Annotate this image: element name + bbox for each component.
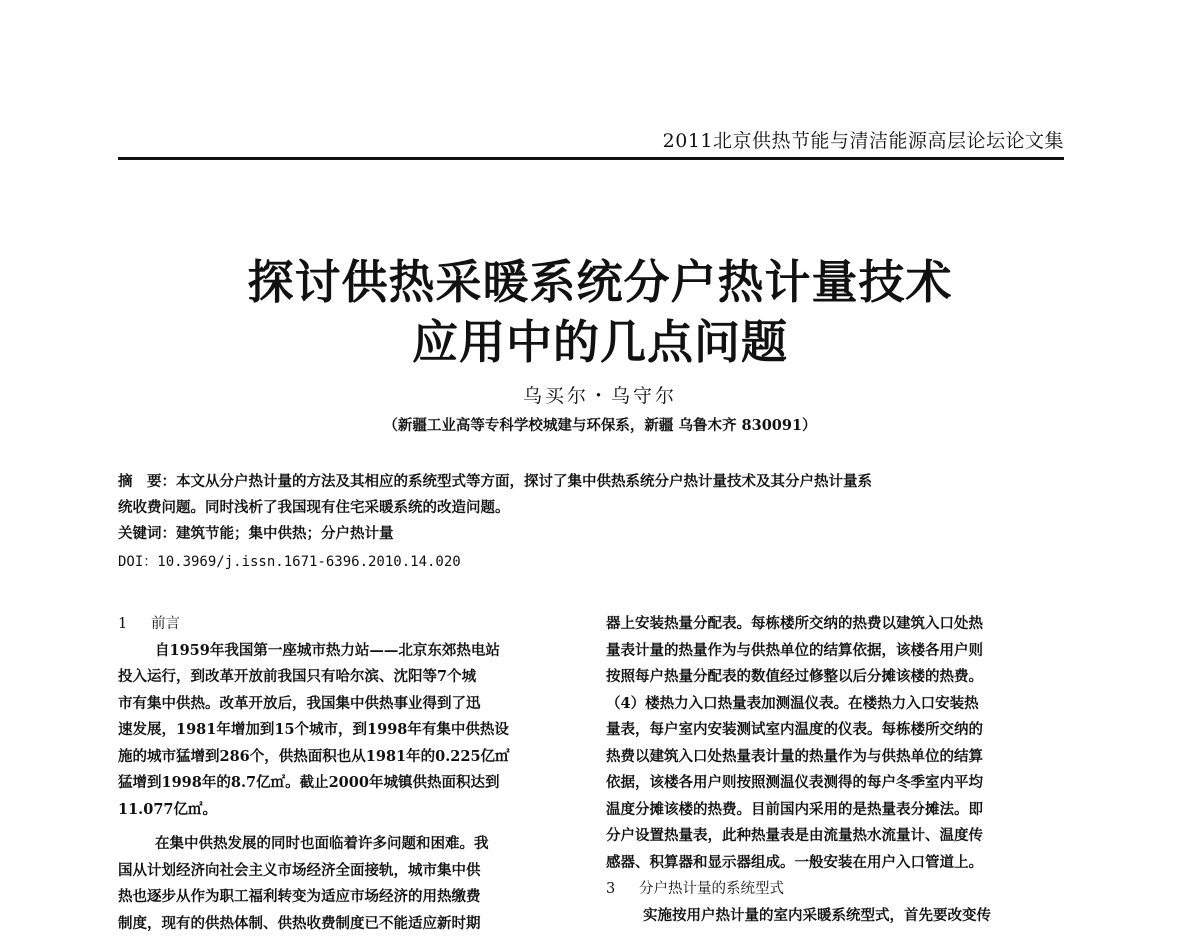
right-column: [606, 611, 1068, 929]
body-line: 量表，每户室内安装测试室内温度的仪表。每栋楼所交纳的: [606, 721, 983, 738]
body-line: 感器、积算器和显示器组成。一般安装在用户入口管道上。: [606, 853, 983, 871]
body-line: 投入运行，到改革开放前我国只有哈尔滨、沈阳等7个城: [118, 668, 477, 685]
left-column: [118, 611, 580, 937]
body-line: 施的城市猛增到286个，供热面积也从1981年的0.225亿㎡: [118, 747, 510, 765]
body-line: 依据，该楼各用户则按照测温仪表测得的每户冬季室内平均: [606, 774, 983, 791]
body-line: 制度，现有的供热体制、供热收费制度已不能适应新时期: [118, 914, 481, 932]
section-number: 3: [606, 881, 616, 897]
body-line: 热费以建筑入口处热量表计量的热量作为与供热单位的结算: [606, 747, 983, 765]
proceedings-header-title: 2011北京供热节能与清洁能源高层论坛论文集: [662, 130, 1064, 152]
section-heading: [118, 611, 580, 638]
body-line: 温度分摊该楼的热费。目前国内采用的是热量表分摊法。即: [606, 800, 983, 818]
body-line: 速发展，1981年增加到15个城市，到1998年有集中供热设: [118, 721, 509, 738]
abstract-line-1: 摘 要：本文从分户热计量的方法及其相应的系统型式等方面，探讨了集中供热系统分户热计量技术及其分户热计量系: [118, 473, 872, 490]
abstract-line-2: 统收费问题。同时浅析了我国现有住宅采暖系统的改造问题。: [118, 499, 510, 516]
paragraph-gap: [118, 823, 580, 831]
body-line: 分户设置热量表，此种热量表是由流量热水流量计、温度传: [606, 827, 983, 844]
body-line: 按照每户热量分配表的数值经过修整以后分摊该楼的热费。: [606, 668, 983, 685]
body-line: 11.077亿㎡。: [118, 800, 217, 818]
author-name: 乌买尔・乌守尔: [522, 385, 677, 407]
body-line: 器上安装热量分配表。每栋楼所交纳的热费以建筑入口处热: [606, 615, 983, 632]
section-heading: [606, 876, 1068, 903]
keywords: 关键词：建筑节能；集中供热；分户热计量: [118, 525, 394, 542]
author-affiliation: （新疆工业高等专科学校城建与环保系，新疆 乌鲁木齐 830091）: [383, 417, 817, 434]
section-title: 前言: [151, 616, 180, 632]
body-line: 自1959年我国第一座城市热力站——北京东郊热电站: [155, 641, 500, 659]
paper-title-line-2: 应用中的几点问题: [412, 315, 788, 369]
body-line: 量表计量的热量作为与供热单位的结算依据，该楼各用户则: [606, 641, 983, 659]
body-line: （4）楼热力入口热量表加测温仪表。在楼热力入口安装热: [606, 694, 979, 712]
body-line: 热也逐步从作为职工福利转变为适应市场经济的用热缴费: [118, 888, 481, 905]
paper-title-line-1: 探讨供热采暖系统分户热计量技术: [247, 255, 953, 309]
body-line: 市有集中供热。改革开放后，我国集中供热事业得到了迅: [118, 694, 481, 712]
body-line: 在集中供热发展的同时也面临着许多问题和困难。我: [155, 835, 489, 852]
body-line: 国从计划经济向社会主义市场经济全面接轨，城市集中供: [118, 861, 481, 879]
section-number: 1: [118, 616, 128, 632]
header-rule: [118, 157, 1064, 160]
section-title: 分户热计量的系统型式: [639, 881, 784, 897]
body-line: 实施按用户热计量的室内采暖系统型式，首先要改变传: [643, 906, 991, 924]
doi: DOI：10.3969/j.issn.1671-6396.2010.14.020: [118, 554, 461, 570]
body-line: 猛增到1998年的8.7亿㎡。截止2000年城镇供热面积达到: [118, 774, 500, 791]
